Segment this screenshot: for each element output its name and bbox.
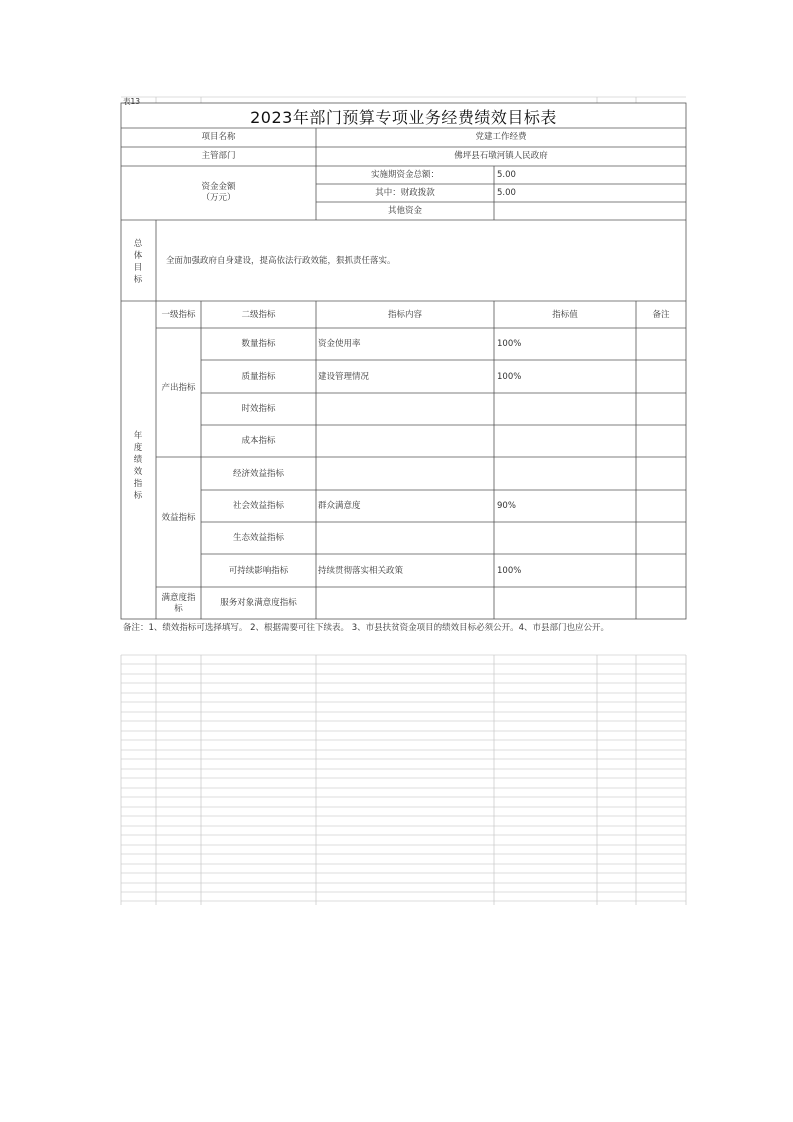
department-value: 佛坪县石墩河镇人民政府 [454,151,548,161]
row-value: 100% [497,339,522,349]
row-content: 群众满意度 [318,501,361,511]
header-remark: 备注 [652,310,670,320]
group-benefit: 效益指标 [161,513,196,523]
funds-other-label: 其他资金 [387,206,422,216]
project-name-label: 项目名称 [201,132,236,142]
table-number: 表13 [123,97,141,106]
row-content: 资金使用率 [318,339,361,349]
row-level2: 可持续影响指标 [228,566,289,576]
group-output: 产出指标 [161,383,196,393]
header-content: 指标内容 [387,310,422,320]
funds-fiscal-value: 5.00 [497,188,516,198]
row-level2: 服务对象满意度指标 [220,598,297,608]
annual-indicators-label: 年度绩效指标 [133,431,143,501]
notes: 备注：1、绩效指标可选择填写。 2、根据需要可往下续表。 3、市县扶贫资金项目的绩效目标必须公开。4、市县部门也应公开。 [123,623,610,633]
department-label: 主管部门 [201,151,236,161]
funds-total-label: 实施期资金总额： [370,170,439,180]
row-value: 100% [497,566,522,576]
header-level2: 二级指标 [241,310,276,320]
row-value: 90% [497,501,516,511]
row-level2: 质量指标 [241,372,276,382]
row-level2: 时效指标 [241,404,276,414]
header-level1: 一级指标 [161,310,196,320]
row-level2: 经济效益指标 [232,469,284,479]
row-level2: 社会效益指标 [232,501,284,511]
funds-unit: （万元） [201,193,236,203]
row-value: 100% [497,372,522,382]
funds-total-value: 5.00 [497,170,516,180]
project-name-value: 党建工作经费 [475,132,527,142]
overall-goal-label: 总体目标 [133,239,143,285]
funds-label: 资金金额 [201,182,236,192]
group-satisfaction: 满意度指标 [161,593,196,614]
document-title: 2023年部门预算专项业务经费绩效目标表 [250,108,557,127]
funds-fiscal-label: 其中：财政拨款 [375,188,435,198]
row-level2: 生态效益指标 [232,533,284,543]
row-content: 持续贯彻落实相关政策 [318,566,404,576]
overall-goal-text: 全面加强政府自身建设，提高依法行政效能，狠抓责任落实。 [166,256,396,266]
row-content: 建设管理情况 [318,372,370,382]
row-level2: 成本指标 [241,436,276,446]
row-level2: 数量指标 [241,339,276,349]
header-value: 指标值 [552,310,578,320]
